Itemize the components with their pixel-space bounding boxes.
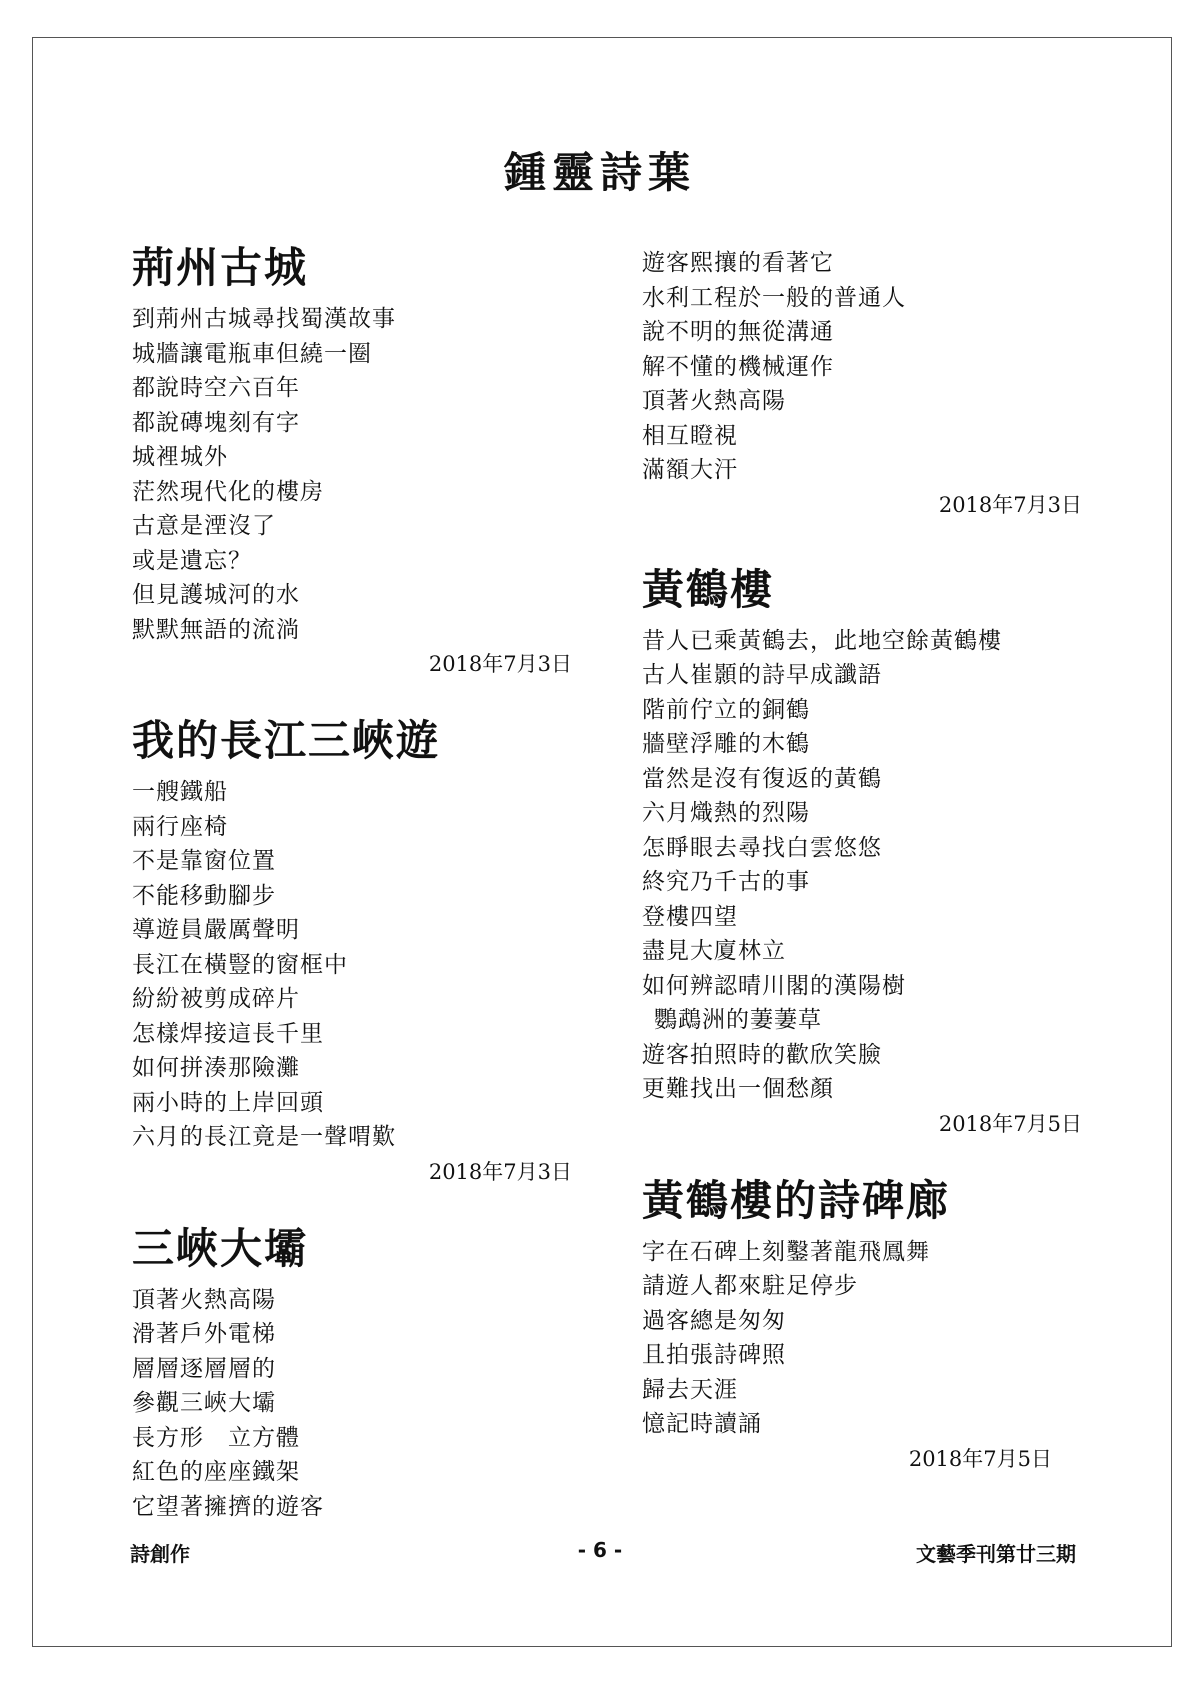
poem-line: 長方形 立方體 (132, 1424, 300, 1451)
poem-line: 且拍張詩碑照 (642, 1342, 786, 1368)
poem-line: 參觀三峽大壩 (132, 1390, 276, 1416)
poem-line: 請遊人都來駐足停步 (642, 1273, 858, 1299)
poem-body (642, 246, 1112, 488)
poem-line: 兩行座椅 (132, 813, 228, 840)
poem-line: 字在石碑上刻鑿著龍飛鳳舞 (642, 1238, 930, 1265)
poem-line: 昔人已乘黃鶴去，此地空餘黃鶴樓 (642, 627, 1002, 654)
poem-line: 解不懂的機械運作 (642, 353, 834, 380)
right-column (642, 246, 1112, 1476)
poem-line: 說不明的無從溝通 (642, 319, 834, 345)
poem-line: 茫然現代化的樓房 (132, 478, 324, 505)
poem-line: 都說時空六百年 (132, 375, 300, 401)
footer-issue: 文藝季刊第廿三期 (916, 1542, 1076, 1566)
poem-line: 一艘鐵船 (132, 779, 228, 805)
poem-date: 2018年7月3日 (938, 492, 1082, 517)
poem-line: 長江在橫豎的窗框中 (132, 951, 348, 978)
poem-line: 遊客熙攘的看著它 (642, 250, 834, 276)
poem-line: 歸去天涯 (642, 1376, 738, 1403)
poem-line: 登樓四望 (642, 903, 738, 930)
poem-line: 不能移動腳步 (132, 882, 276, 909)
poem-line: 憶記時讀誦 (642, 1411, 762, 1437)
poem-line: 更難找出一個愁顏 (642, 1076, 834, 1102)
left-column (132, 240, 602, 1524)
poem-line: 終究乃千古的事 (642, 869, 810, 895)
poem-title: 黃鶴樓 (642, 564, 775, 614)
poem-body (642, 1235, 1112, 1442)
poem-title: 黃鶴樓的詩碑廊 (642, 1175, 951, 1225)
poem-line: 城牆讓電瓶車但繞一圈 (132, 340, 372, 367)
poem-date: 2018年7月3日 (428, 652, 572, 676)
poem-line: 默默無語的流淌 (132, 616, 300, 643)
poem-line: 頂著火熱高陽 (132, 1286, 276, 1313)
poem-line: 鸚鵡洲的萋萋草 (654, 1007, 822, 1033)
poem-line: 城裡城外 (132, 444, 228, 470)
poem-line: 牆壁浮雕的木鶴 (642, 731, 810, 757)
poem-date: 2018年7月3日 (428, 1159, 572, 1184)
poem-line: 怎睜眼去尋找白雲悠悠 (642, 834, 882, 861)
poem-line: 紅色的座座鐵架 (132, 1459, 300, 1485)
poem-title: 我的長江三峽遊 (132, 716, 441, 765)
poem-line: 過客總是匆匆 (642, 1307, 786, 1334)
poem-body (132, 302, 602, 647)
poem-line: 它望著擁擠的遊客 (132, 1493, 324, 1520)
poem-line: 或是遺忘？ (132, 547, 252, 574)
poem-line: 不是靠窗位置 (132, 848, 276, 874)
poem-line: 滑著戶外電梯 (132, 1321, 276, 1347)
poem-line: 都說磚塊刻有字 (132, 409, 300, 436)
poem (132, 713, 602, 1189)
poem-title: 荊州古城 (132, 243, 309, 292)
magazine-section-title: 鍾靈詩葉 (503, 148, 696, 197)
poem-line: 六月熾熱的烈陽 (642, 800, 810, 826)
poem-body (642, 624, 1112, 1107)
poem-body (132, 1283, 602, 1525)
poem-line: 古意是湮沒了 (132, 513, 276, 539)
poem-line: 六月的長江竟是一聲喟歎 (132, 1124, 396, 1150)
poem-line: 古人崔顥的詩早成讖語 (642, 662, 882, 688)
poem (642, 1173, 1112, 1476)
poem (132, 1221, 602, 1525)
poem-date: 2018年7月5日 (938, 1111, 1082, 1136)
poem-line: 層層逐層層的 (132, 1355, 276, 1382)
poem-line: 如何拼湊那險灘 (132, 1055, 300, 1081)
poem-title: 三峽大壩 (132, 1223, 309, 1273)
poem-line: 當然是沒有復返的黃鶴 (642, 765, 882, 792)
poem-line: 頂著火熱高陽 (642, 388, 786, 414)
poem-continuation (642, 246, 1112, 522)
poem-line: 水利工程於一般的普通人 (642, 284, 906, 311)
poem-line: 怎樣焊接這長千里 (132, 1020, 324, 1047)
poem-line: 紛紛被剪成碎片 (132, 986, 300, 1012)
poem-line: 遊客拍照時的歡欣笑臉 (642, 1041, 882, 1068)
poem (132, 240, 602, 681)
poem-line: 導遊員嚴厲聲明 (132, 917, 300, 943)
poem-line: 盡見大廈林立 (642, 938, 786, 964)
poem-line: 但見護城河的水 (132, 582, 300, 608)
poem-line: 滿額大汗 (642, 457, 738, 483)
poem-line: 階前佇立的銅鶴 (642, 696, 810, 723)
footer-section-name: 詩創作 (130, 1542, 190, 1566)
poem-line: 如何辨認晴川閣的漢陽樹 (642, 972, 906, 999)
poem-line: 兩小時的上岸回頭 (132, 1089, 324, 1116)
poem-body (132, 775, 602, 1155)
poem-line: 相互瞪視 (642, 422, 738, 449)
footer-page-number: - 6 - (577, 1538, 623, 1562)
poem-line: 到荊州古城尋找蜀漢故事 (132, 306, 396, 332)
poem-date: 2018年7月5日 (908, 1446, 1052, 1471)
poem (642, 562, 1112, 1141)
